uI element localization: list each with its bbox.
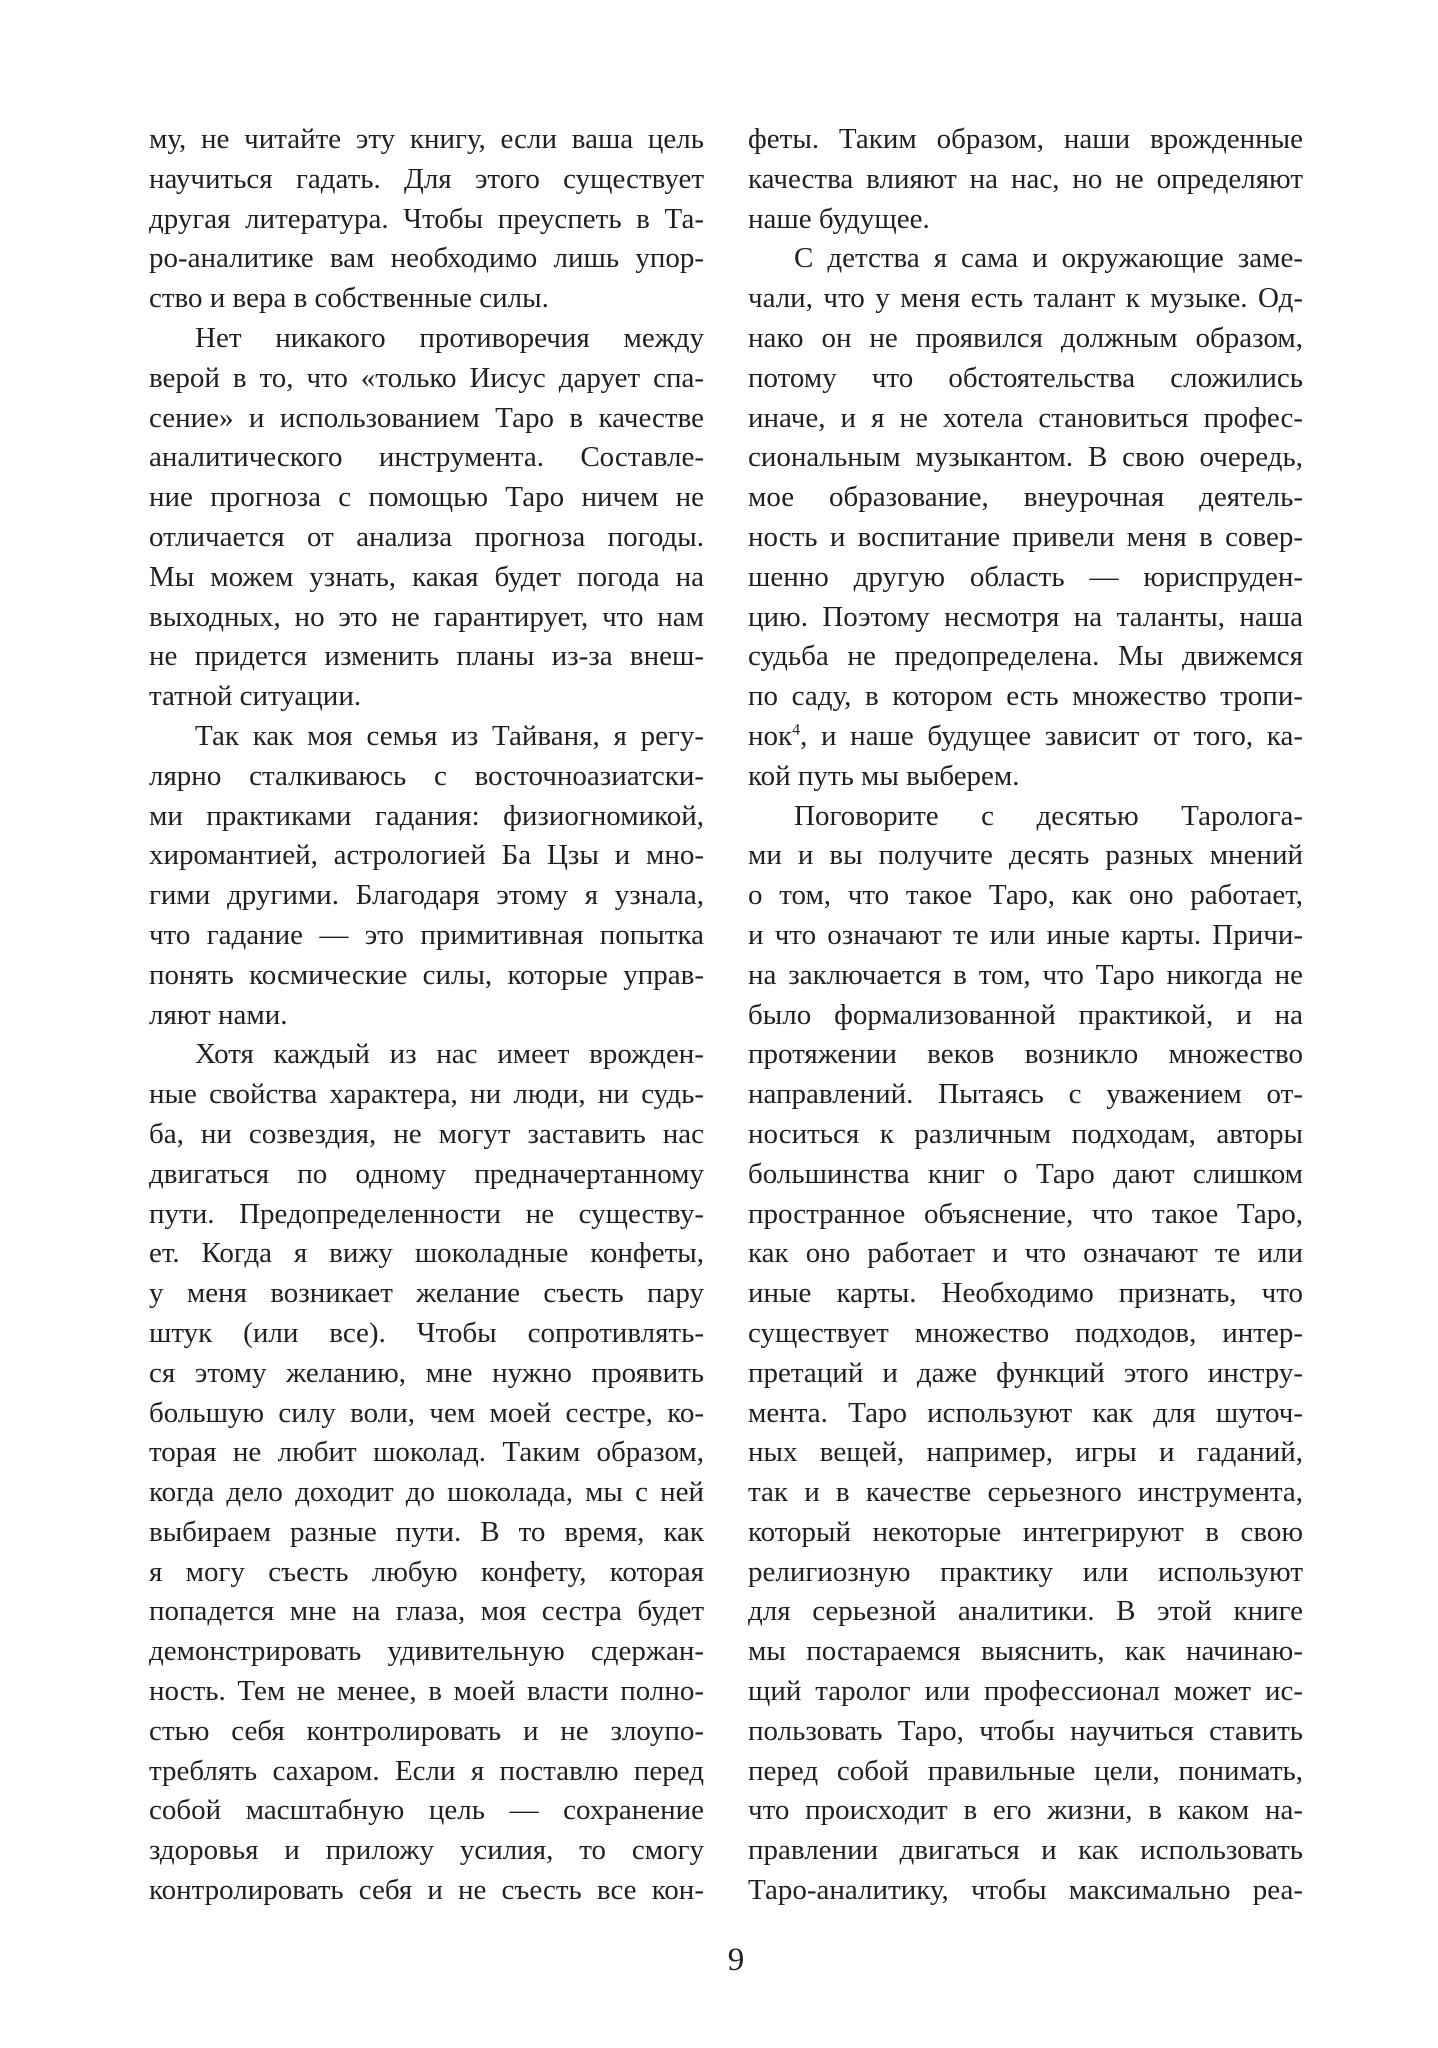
text-line <box>149 677 704 717</box>
text-line <box>149 1075 704 1115</box>
line-text: понять космические силы, которые управ- <box>149 958 704 991</box>
line-text: так и в качестве серьезного инструмента, <box>748 1476 1303 1509</box>
text-line <box>748 120 1303 160</box>
line-text: было формализованной практикой, и на <box>748 998 1303 1031</box>
line-text: большую силу воли, чем моей сестре, ко- <box>149 1396 704 1429</box>
line-text: у меня возникает желание съесть пару <box>149 1277 704 1310</box>
text-line <box>748 598 1303 638</box>
line-text: ность. Тем не менее, в моей власти полно- <box>149 1675 704 1708</box>
line-text: выбираем разные пути. В то время, как <box>149 1515 704 1548</box>
text-line <box>149 1632 704 1672</box>
text-line <box>748 1672 1303 1712</box>
text-line <box>149 1672 704 1712</box>
line-text: мента. Таро используют как для шуточ- <box>748 1396 1303 1429</box>
line-text: гими другими. Благодаря этому я узнала, <box>149 879 704 912</box>
text-line <box>149 319 704 359</box>
text-line <box>149 916 704 956</box>
line-text: Хотя каждый из нас имеет врожден- <box>195 1038 704 1071</box>
line-text: иначе, и я не хотела становиться профес- <box>748 401 1303 434</box>
line-text: ми и вы получите десять разных мнений <box>748 839 1303 872</box>
line-text: шенно другую область — юриспруден- <box>748 560 1303 593</box>
line-text: иные карты. Необходимо признать, что <box>748 1277 1303 1310</box>
text-line <box>748 1473 1303 1513</box>
text-line <box>748 717 1303 757</box>
line-text: который некоторые интегрируют в свою <box>748 1515 1303 1548</box>
text-line <box>748 637 1303 677</box>
text-line <box>149 1752 704 1792</box>
text-line <box>149 1592 704 1632</box>
text-line <box>748 438 1303 478</box>
text-line <box>748 1433 1303 1473</box>
text-line <box>149 1195 704 1235</box>
line-text: верой в то, что «только Иисус дарует спа- <box>149 361 704 394</box>
text-line <box>748 916 1303 956</box>
text-line <box>149 359 704 399</box>
line-text: нок <box>748 719 793 752</box>
text-line <box>748 956 1303 996</box>
text-line <box>748 1115 1303 1155</box>
text-line <box>748 1752 1303 1792</box>
line-text: сиональным музыкантом. В свою очередь, <box>748 441 1303 474</box>
text-line <box>149 797 704 837</box>
text-line <box>149 438 704 478</box>
line-text: на заключается в том, что Таро никогда не <box>748 958 1303 991</box>
line-text: выходных, но это не гарантирует, что нам <box>149 600 704 633</box>
line-text: для серьезной аналитики. В этой книге <box>748 1595 1303 1628</box>
line-text: Мы можем узнать, какая будет погода на <box>149 560 704 593</box>
text-line <box>149 160 704 200</box>
text-line <box>149 1473 704 1513</box>
line-text: треблять сахаром. Если я поставлю перед <box>149 1754 704 1787</box>
text-line <box>748 996 1303 1036</box>
line-text: демонстрировать удивительную сдержан- <box>149 1635 704 1668</box>
text-column-left <box>149 120 704 1911</box>
text-line <box>748 1871 1303 1911</box>
text-line <box>149 1553 704 1593</box>
line-text: направлений. Пытаясь с уважением от- <box>748 1078 1303 1111</box>
text-line <box>748 319 1303 359</box>
line-text: чали, что у меня есть талант к музыке. Од- <box>748 282 1303 315</box>
text-line <box>149 1513 704 1553</box>
line-text: Нет никакого противоречия между <box>195 321 704 354</box>
line-text: сение» и использованием Таро в качестве <box>149 401 704 434</box>
text-line <box>748 160 1303 200</box>
line-text: аналитического инструмента. Составле- <box>149 441 704 474</box>
line-text: щий таролог или профессионал может ис- <box>748 1675 1303 1708</box>
line-text: по саду, в котором есть множество тропи- <box>748 680 1303 713</box>
text-line <box>748 518 1303 558</box>
text-line <box>748 1155 1303 1195</box>
text-line <box>149 1115 704 1155</box>
text-line <box>149 1791 704 1831</box>
line-text: мы постараемся выяснить, как начинаю- <box>748 1635 1303 1668</box>
line-text: другая литература. Чтобы преуспеть в Та- <box>149 202 704 235</box>
text-line <box>748 1831 1303 1871</box>
line-text: Таро-аналитику, чтобы максимально реа- <box>748 1874 1303 1907</box>
text-line <box>748 239 1303 279</box>
line-text: ние прогноза с помощью Таро ничем не <box>149 481 704 514</box>
line-text: что происходит в его жизни, в каком на- <box>748 1794 1303 1827</box>
text-line <box>149 996 704 1036</box>
line-text: Так как моя семья из Тайваня, я регу- <box>195 719 704 752</box>
text-line <box>748 1354 1303 1394</box>
text-line <box>748 1712 1303 1752</box>
line-text: нако он не проявился должным образом, <box>748 321 1303 354</box>
text-line <box>748 1632 1303 1672</box>
text-line <box>748 1035 1303 1075</box>
text-line <box>748 1314 1303 1354</box>
line-text: му, не читайте эту книгу, если ваша цель <box>149 123 704 155</box>
text-line <box>149 598 704 638</box>
line-text: пользовать Таро, чтобы научиться ставить <box>748 1714 1303 1747</box>
text-line <box>149 717 704 757</box>
text-line <box>748 359 1303 399</box>
text-line <box>149 120 704 160</box>
text-line <box>748 1513 1303 1553</box>
line-text: и что означают те или иные карты. Причи- <box>748 918 1303 951</box>
line-text: собой масштабную цель — сохранение <box>149 1794 704 1827</box>
text-line <box>149 558 704 598</box>
line-text: существует множество подходов, интер- <box>748 1316 1303 1349</box>
text-line <box>748 1195 1303 1235</box>
text-line <box>149 279 704 319</box>
text-line <box>149 1035 704 1075</box>
line-text: ро-аналитике вам необходимо лишь упор- <box>149 242 704 275</box>
text-line <box>149 518 704 558</box>
text-line <box>748 1553 1303 1593</box>
text-line <box>748 399 1303 439</box>
line-text: ет. Когда я вижу шоколадные конфеты, <box>149 1237 704 1270</box>
text-line <box>748 1592 1303 1632</box>
line-text: ба, ни созвездия, не могут заставить нас <box>149 1117 704 1150</box>
line-text: о том, что такое Таро, как оно работает, <box>748 879 1303 912</box>
text-line <box>149 876 704 916</box>
line-text: судьба не предопределена. Мы движемся <box>748 640 1303 673</box>
text-line <box>149 1314 704 1354</box>
text-line <box>149 399 704 439</box>
line-text: большинства книг о Таро дают слишком <box>748 1157 1303 1190</box>
page-number: 9 <box>727 1942 745 1978</box>
line-text: ные свойства характера, ни люди, ни судь- <box>149 1078 704 1111</box>
text-line <box>149 1871 704 1911</box>
footnote-marker[interactable]: 4 <box>792 721 801 739</box>
text-line <box>149 1712 704 1752</box>
line-text: С детства я сама и окружающие заме- <box>794 242 1303 275</box>
text-line <box>149 200 704 240</box>
line-text: пространное объяснение, что такое Таро, <box>748 1197 1303 1230</box>
line-text: ми практиками гадания: физиогномикой, <box>149 799 704 832</box>
text-line <box>748 836 1303 876</box>
line-text: двигаться по одному предначертанному <box>149 1157 704 1190</box>
line-text: лярно сталкиваюсь с восточноазиатски- <box>149 759 704 792</box>
line-text: пути. Предопределенности не существу- <box>149 1197 704 1230</box>
text-line <box>149 1354 704 1394</box>
text-line <box>149 757 704 797</box>
line-text: правлении двигаться и как использовать <box>748 1834 1303 1867</box>
line-text: носиться к различным подходам, авторы <box>748 1117 1303 1150</box>
text-line <box>149 239 704 279</box>
text-line <box>149 1433 704 1473</box>
text-line <box>748 478 1303 518</box>
line-text: феты. Таким образом, наши врожденные <box>748 123 1303 155</box>
line-text: как оно работает и что означают те или <box>748 1237 1303 1270</box>
line-text: кой путь мы выберем. <box>748 759 1020 792</box>
line-text: цию. Поэтому несмотря на таланты, наша <box>748 600 1303 633</box>
text-line <box>149 1234 704 1274</box>
line-text: перед собой правильные цели, понимать, <box>748 1754 1303 1787</box>
line-text: претаций и даже функций этого инстру- <box>748 1356 1303 1389</box>
line-text: научиться гадать. Для этого существует <box>149 162 704 195</box>
line-text: наше будущее. <box>748 202 930 235</box>
line-text: ность и воспитание привели меня в совер- <box>748 520 1303 553</box>
line-text: протяжении веков возникло множество <box>748 1038 1303 1071</box>
text-line <box>748 1075 1303 1115</box>
line-text: религиозную практику или используют <box>748 1555 1303 1588</box>
line-text: хиромантией, астрологией Ба Цзы и мно- <box>149 839 704 872</box>
text-line <box>149 1394 704 1434</box>
line-text: штук (или все). Чтобы сопротивлять- <box>149 1316 704 1349</box>
text-line <box>149 1155 704 1195</box>
line-text: татной ситуации. <box>149 680 362 713</box>
line-text: качества влияют на нас, но не определяют <box>748 162 1303 195</box>
line-text: торая не любит шоколад. Таким образом, <box>149 1436 704 1469</box>
text-line <box>748 1791 1303 1831</box>
text-line <box>149 1274 704 1314</box>
line-text: ство и вера в собственные силы. <box>149 282 549 315</box>
text-line <box>748 1394 1303 1434</box>
text-line <box>748 757 1303 797</box>
text-line <box>748 677 1303 717</box>
text-column-right <box>748 120 1303 1911</box>
line-text: когда дело доходит до шоколада, мы с ней <box>149 1476 704 1509</box>
text-line <box>748 1274 1303 1314</box>
text-line <box>149 1831 704 1871</box>
text-line <box>149 836 704 876</box>
line-text: мое образование, внеурочная деятель- <box>748 481 1303 514</box>
line-text: ляют нами. <box>149 998 288 1031</box>
text-line <box>748 279 1303 319</box>
line-text: потому что обстоятельства сложились <box>748 361 1303 394</box>
text-line <box>149 956 704 996</box>
text-line <box>149 637 704 677</box>
line-text: , и наше будущее зависит от того, ка- <box>800 719 1303 752</box>
text-line <box>748 797 1303 837</box>
line-text: ся этому желанию, мне нужно проявить <box>149 1356 704 1389</box>
line-text: попадется мне на глаза, моя сестра будет <box>149 1595 704 1628</box>
line-text: контролировать себя и не съесть все кон- <box>149 1874 704 1907</box>
text-line <box>748 200 1303 240</box>
text-line <box>149 478 704 518</box>
line-text: здоровья и приложу усилия, то смогу <box>149 1834 704 1867</box>
text-line <box>748 1234 1303 1274</box>
line-text: Поговорите с десятью Таролога- <box>794 799 1303 832</box>
text-line <box>748 876 1303 916</box>
text-line <box>748 558 1303 598</box>
line-text: стью себя контролировать и не злоупо- <box>149 1714 704 1747</box>
line-text: не придется изменить планы из-за внеш- <box>149 640 704 673</box>
line-text: что гадание — это примитивная попытка <box>149 918 704 951</box>
line-text: я могу съесть любую конфету, которая <box>149 1555 704 1588</box>
line-text: отличается от анализа прогноза погоды. <box>149 520 704 553</box>
line-text: ных вещей, например, игры и гаданий, <box>748 1436 1303 1469</box>
